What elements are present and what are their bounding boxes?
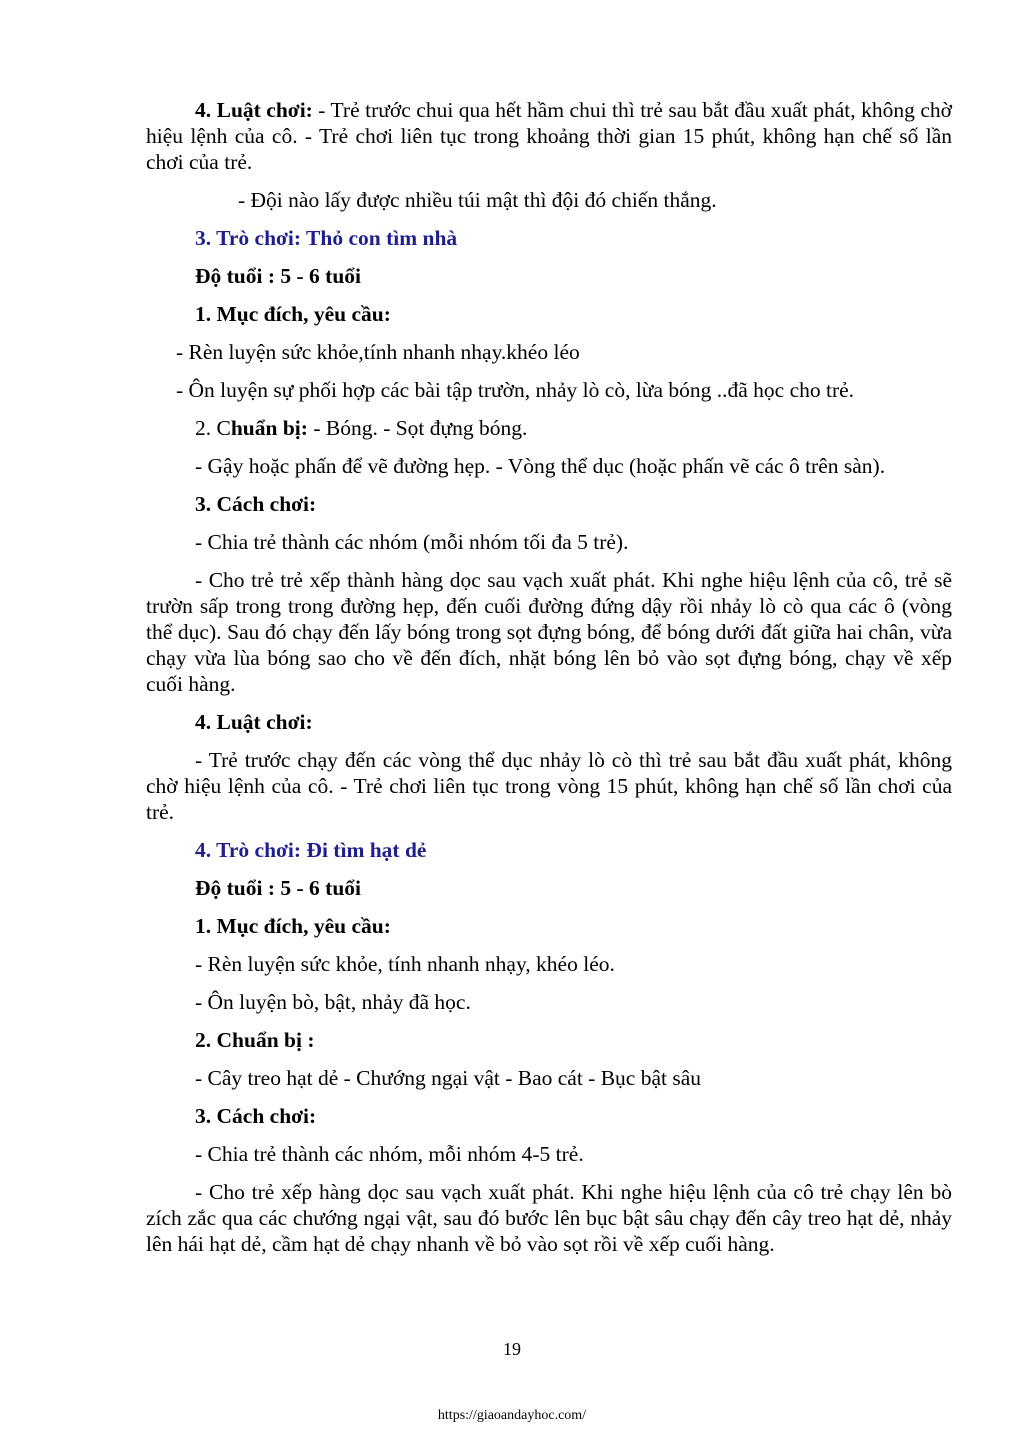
- game-3-prep-number: 2. C: [195, 416, 231, 440]
- game-4-purpose-heading: 1. Mục đích, yêu cầu:: [195, 914, 391, 938]
- rules-heading: 4. Luật chơi:: [195, 98, 313, 122]
- game-3-prep-line: [146, 415, 952, 441]
- game-3-title: 3. Trò chơi: Thỏ con tìm nhà: [195, 226, 458, 250]
- game-3-rules-heading: 4. Luật chơi:: [195, 710, 313, 734]
- game-4-purpose-line-2: - Ôn luyện bò, bật, nhảy đã học.: [195, 990, 471, 1014]
- page-number: 19: [503, 1339, 521, 1359]
- rules-paragraph: [146, 97, 952, 175]
- game-3-how-line-2: - Cho trẻ trẻ xếp thành hàng dọc sau vạch xuất phát. Khi nghe hiệu lệnh của cô, trẻ sẽ trườn sấp trong trong đường hẹp, đến cuối đường đứng dậy rồi nhảy lò cò qua các ô (vòng thể dục). Sau đó chạy đến lấy bóng trong sọt đựng bóng, để bóng dưới đất giữa hai chân, vừa chạy vừa lùa bóng sao cho về đến đích, nhặt bóng lên bỏ vào sọt đựng bóng, chạy về xếp cuối hàng.: [146, 568, 952, 696]
- game-3-how-heading: 3. Cách chơi:: [195, 492, 317, 516]
- game-3-age: Độ tuổi : 5 - 6 tuổi: [195, 264, 362, 288]
- game-3-prep-heading: huẩn bị:: [230, 416, 308, 440]
- rules-text: - Trẻ trước chui qua hết hầm chui thì trẻ sau bắt đầu xuất phát, không chờ hiệu lệnh của cô. - Trẻ chơi liên tục trong khoảng thời gian 15 phút, không hạn chế số lần chơi của trẻ.: [146, 98, 952, 174]
- game-4-how-line-1: - Chia trẻ thành các nhóm, mỗi nhóm 4-5 trẻ.: [195, 1142, 584, 1166]
- game-3-how-line-1: - Chia trẻ thành các nhóm (mỗi nhóm tối đa 5 trẻ).: [195, 530, 629, 554]
- game-3-purpose-line-2: - Ôn luyện sự phối hợp các bài tập trườn, nhảy lò cò, lừa bóng ..đã học cho trẻ.: [176, 378, 855, 402]
- game-4-how-heading: 3. Cách chơi:: [195, 1104, 317, 1128]
- game-4-prep-items: - Cây treo hạt dẻ - Chướng ngại vật - Bao cát - Bục bật sâu: [195, 1066, 702, 1090]
- game-4-age: Độ tuổi : 5 - 6 tuổi: [195, 876, 362, 900]
- game-4-title: 4. Trò chơi: Đi tìm hạt dẻ: [195, 838, 427, 862]
- game-4-purpose-line-1: - Rèn luyện sức khỏe, tính nhanh nhạy, khéo léo.: [195, 952, 615, 976]
- footer-url: https://giaoandayhoc.com/: [437, 1408, 587, 1423]
- winner-line: - Đội nào lấy được nhiều túi mật thì đội đó chiến thắng.: [238, 188, 717, 212]
- game-4-prep-heading: 2. Chuẩn bị :: [195, 1028, 315, 1052]
- game-3-prep-items: - Bóng. - Sọt đựng bóng.: [307, 416, 528, 440]
- game-3-prep-line-2: - Gậy hoặc phấn để vẽ đường hẹp. - Vòng thể dục (hoặc phấn vẽ các ô trên sàn).: [195, 454, 886, 478]
- page-body: [146, 97, 952, 1257]
- game-4-how-line-2: - Cho trẻ xếp hàng dọc sau vạch xuất phát. Khi nghe hiệu lệnh của cô trẻ chạy lên bò zích zắc qua các chướng ngại vật, sau đó bước lên bục bật sâu chạy đến cây treo hạt dẻ, nhảy lên hái hạt dẻ, cầm hạt dẻ chạy nhanh về bỏ vào sọt rồi về xếp cuối hàng.: [146, 1180, 952, 1256]
- game-3-purpose-line-1: - Rèn luyện sức khỏe,tính nhanh nhạy.khéo léo: [176, 340, 580, 364]
- game-3-rules-text: - Trẻ trước chạy đến các vòng thể dục nhảy lò cò thì trẻ sau bắt đầu xuất phát, không chờ hiệu lệnh của cô. - Trẻ chơi liên tục trong vòng 15 phút, không hạn chế số lần chơi của trẻ.: [146, 748, 952, 824]
- game-3-purpose-heading: 1. Mục đích, yêu cầu:: [195, 302, 391, 326]
